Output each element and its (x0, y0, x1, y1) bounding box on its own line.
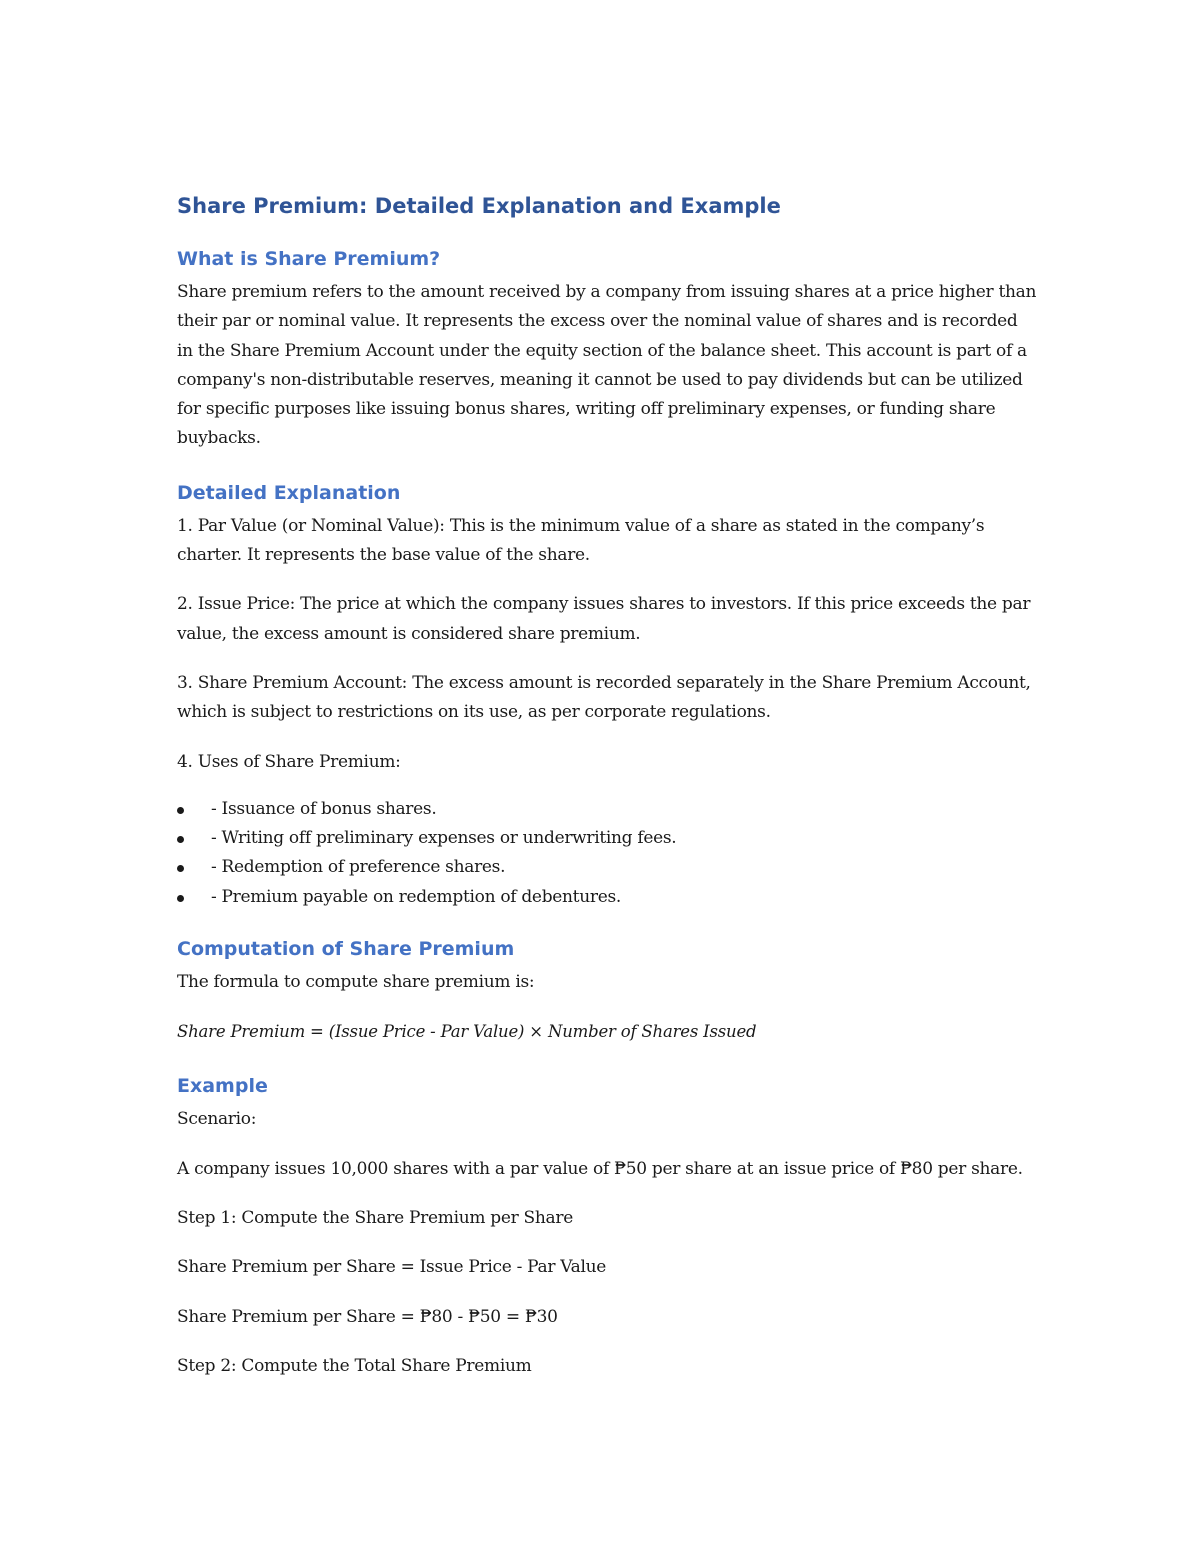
heading-what-is-share-premium: What is Share Premium? (177, 248, 441, 270)
bullet-icon (177, 807, 184, 814)
list-item-text: - Issuance of bonus shares. (211, 798, 437, 819)
paragraph-step-1: Step 1: Compute the Share Premium per Share (177, 1207, 573, 1228)
paragraph-formula-intro: The formula to compute share premium is: (177, 972, 535, 993)
document-page (177, 190, 1037, 1401)
paragraph-step-1-calculation: Share Premium per Share = ₱80 - ₱50 = ₱30 (177, 1306, 558, 1327)
list-item (177, 853, 1037, 882)
paragraph-issue-price: 2. Issue Price: The price at which the company issues shares to investors. If this price exceeds the par value, the excess amount is considered share premium. (177, 594, 1031, 644)
list-item (177, 883, 1037, 912)
paragraph-uses: 4. Uses of Share Premium: (177, 751, 401, 772)
heading-computation: Computation of Share Premium (177, 938, 515, 961)
list-item-text: - Premium payable on redemption of debentures. (211, 886, 621, 907)
heading-detailed-explanation: Detailed Explanation (177, 481, 401, 504)
list-item-text: - Redemption of preference shares. (211, 857, 506, 878)
bullet-icon (177, 895, 184, 902)
paragraph-definition: Share premium refers to the amount received by a company from issuing shares at a price higher than their par or nominal value. It represents the excess over the nominal value of shares and is recorded in the Share Premium Account under the equity section of the balance sheet. This account is part of a company's non-distributable reserves, meaning it cannot be used to pay dividends but can be utilized for specific purposes like issuing bonus shares, writing off preliminary expenses, or funding share buybacks. (177, 282, 1037, 449)
list-item-text: - Writing off preliminary expenses or underwriting fees. (211, 828, 677, 849)
paragraph-scenario: A company issues 10,000 shares with a par value of ₱50 per share at an issue price of ₱80 per share. (177, 1158, 1023, 1179)
heading-example: Example (177, 1075, 268, 1098)
list-item (177, 795, 1037, 824)
paragraph-scenario-label: Scenario: (177, 1109, 257, 1130)
paragraph-step-2: Step 2: Compute the Total Share Premium (177, 1355, 532, 1376)
bullet-icon (177, 865, 184, 872)
paragraph-step-1-formula: Share Premium per Share = Issue Price - Par Value (177, 1257, 607, 1278)
list-item (177, 824, 1037, 853)
formula-share-premium: Share Premium = (Issue Price - Par Value) × Number of Shares Issued (177, 1022, 757, 1042)
paragraph-par-value: 1. Par Value (or Nominal Value): This is the minimum value of a share as stated in the company’s charter. It represents the base value of the share. (177, 515, 985, 566)
paragraph-share-premium-account: 3. Share Premium Account: The excess amount is recorded separately in the Share Premium Account, which is subject to restrictions on its use, as per corporate regulations. (177, 672, 1031, 723)
uses-list (177, 795, 1037, 912)
bullet-icon (177, 836, 184, 843)
document-title: Share Premium: Detailed Explanation and Example (177, 194, 781, 218)
